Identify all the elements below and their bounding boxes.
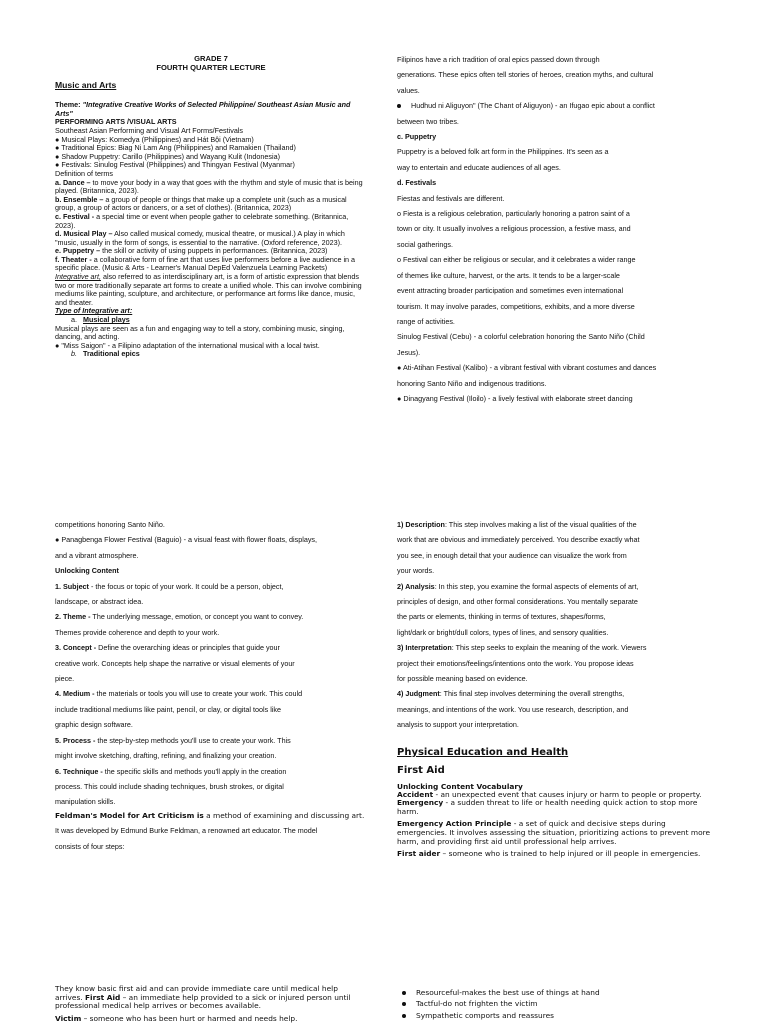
emergency-key: Emergency [397, 798, 444, 808]
step-key: 1) Description [397, 520, 445, 529]
term-dance [55, 179, 367, 196]
step-value: : This final step involves determining the overall strengths, [439, 689, 625, 699]
term-festival [55, 213, 367, 230]
integrative-art-key: Integrative art, [55, 272, 101, 282]
bullet-icon [402, 991, 406, 995]
term-value: a special time or event when people gather to celebrate something. (Britannica, 2023). [55, 211, 349, 230]
first-aid-value: – an immediate help provided to a sick or injured person until professional medical help arrives or becomes available. [55, 992, 351, 1011]
step-value: : This step involves making a list of the visual qualities of the [444, 520, 637, 529]
theme-line [55, 101, 367, 118]
item-cont: landscape, or abstract idea. [55, 597, 144, 607]
page2-left-column [55, 517, 373, 854]
bullet-icon [402, 1002, 406, 1006]
term-key: b. Ensemble – [55, 194, 104, 204]
step-key: 4) Judgment [397, 689, 440, 699]
theme-label: Theme: [55, 100, 83, 110]
paragraph-text: They know basic first aid and can provide immediate care until medical help arrives. [55, 984, 338, 1002]
item-medium [55, 686, 373, 701]
feldman-line: consists of four steps: [55, 841, 125, 851]
pe-health-heading: Physical Education and Health [397, 746, 569, 758]
feldman-value: a method of examining and discussing art. [203, 810, 365, 820]
trait-text: Resourceful-makes the best use of things at hand [416, 988, 600, 997]
item-cont: Themes provide coherence and depth to your work. [55, 627, 220, 637]
term-value: to move your body in a way that goes with the rhythm and style of music that is being played. (Britannica, 2023). [55, 177, 363, 196]
step-judgment [397, 686, 715, 701]
first-aider-key: First aider [397, 849, 441, 859]
item-key: 5. Process - [55, 735, 96, 745]
integrative-art-value: also referred to as interdisciplinary art, is a form of artistic expression that blends two or more traditionally separate art forms to create a unified whole. This can involve combining mediums like painting, sculpture, and architecture, or performance art forms like dance, music, and theater. [55, 272, 362, 307]
item-theme [55, 609, 373, 624]
page3-left-column [55, 985, 367, 1023]
item-cont: process. This could include shading techniques, brush strokes, or digital [55, 781, 284, 791]
eap-value: - a set of quick and decisive steps during emergencies. It involves assessing the situation, prioritizing actions to prevent more harm, and providing first aid until professional help arrives. [397, 819, 711, 846]
grade-heading: GRADE 7 [194, 54, 228, 63]
step-cont: work that are obvious and immediately perceived. You describe exactly what [397, 535, 640, 545]
step-cont: principles of design, and other formal considerations. You mentally separate [397, 597, 638, 607]
left-mid-line: ● Panagbenga Flower Festival (Baguio) - a visual feast with flower floats, displays, [55, 535, 318, 545]
term-musical-play [55, 230, 367, 247]
step-cont: you see, in enough detail that your audience can visualize the work from [397, 550, 627, 560]
step-cont: the parts or elements, thinking in terms of textures, shapes/forms, [397, 612, 606, 622]
item-cont: manipulation skills. [55, 797, 116, 807]
trait-item [402, 987, 714, 998]
step-cont: light/dark or bright/dull colors, types of lines, and sensory qualities. [397, 627, 609, 637]
festivals-heading: d. Festivals [397, 178, 437, 188]
page3-right-column [402, 987, 714, 1021]
left-mid-line: competitions honoring Santo Niño. [55, 520, 165, 529]
term-value: Also called musical comedy, musical theatre, or musical.) A play in which "music, usually in the form of songs, is essential to the narrative. (Oxford reference, 2023). [55, 229, 345, 247]
page1-right-column [397, 52, 715, 406]
item-value: the step-by-step methods you'll use to create your work. This [95, 735, 291, 745]
left-top-line-1: ● Musical Plays: Komedya (Philippines) and Hát Bội (Vietnam) [55, 134, 254, 144]
festival-line: of themes like culture, harvest, or the arts. It tends to be a larger-scale [397, 270, 620, 280]
accident-value: - an unexpected event that causes injury or harm to people or property. [433, 789, 702, 799]
first-aid-key: First Aid [85, 992, 121, 1002]
step-analysis [397, 579, 715, 594]
step-value: : This step seeks to explain the meaning of the work. Viewers [451, 643, 647, 653]
first-aid-paragraph [55, 985, 367, 1011]
term-key: d. Musical Play – [55, 229, 113, 239]
step-cont: for possible meaning based on evidence. [397, 674, 528, 684]
item-cont: might involve sketching, drafting, refining, and finalizing your creation. [55, 751, 277, 761]
step-key: 3) Interpretation [397, 643, 452, 653]
trait-text: Tactful-do not frighten the victim [416, 999, 538, 1009]
festival-line: tourism. It may involve parades, competitions, exhibits, and a more diverse [397, 301, 635, 311]
item-key: 2. Theme - [55, 612, 91, 622]
hudhud-line [397, 98, 715, 113]
musical-plays-desc: Musical plays are seen as a fun and engaging way to tell a story, combining music, singing, dancing, and acting. [55, 323, 345, 342]
left-mid-line: and a vibrant atmosphere. [55, 550, 139, 560]
page2-right-column [397, 517, 715, 859]
bullet-icon [397, 104, 401, 108]
festival-line: event attracting broader participation and sometimes even international [397, 286, 624, 296]
theme-text: "Integrative Creative Works of Selected Philippine/ Southeast Asian Music and Arts" [55, 100, 351, 118]
step-cont: meanings, and intentions of the work. You use research, description, and [397, 704, 629, 714]
hudhud-line-2: between two tribes. [397, 116, 459, 126]
item-subject [55, 579, 373, 594]
left-top-line-0: Southeast Asian Performing and Visual Art Forms/Festivals [55, 125, 244, 135]
trait-item [402, 998, 714, 1009]
feldman-line: It was developed by Edmund Burke Feldman, a renowned art educator. The model [55, 826, 318, 836]
step-cont: analysis to support your interpretation. [397, 720, 519, 730]
item-concept [55, 640, 373, 655]
item-technique [55, 764, 373, 779]
victim-key: Victim [55, 1013, 82, 1023]
festival-line: town or city. It usually involves a religious procession, a festive mass, and [397, 224, 631, 234]
puppetry-1: way to entertain and educate audiences of all ages. [397, 162, 561, 172]
feldman-paragraph [55, 811, 373, 821]
festival-line: range of activities. [397, 316, 455, 326]
vocab-heading: Unlocking Content Vocabulary [397, 781, 523, 791]
miss-saigon: ● "Miss Saigon" - a Filipino adaptation of the international musical with a local twist. [55, 340, 320, 350]
eap-key: Emergency Action Principle [397, 819, 512, 829]
item-key: 6. Technique - [55, 766, 103, 776]
first-aider-value: – someone who is trained to help injured or ill people in emergencies. [440, 849, 701, 859]
step-interpretation [397, 640, 715, 655]
festival-line: Jesus). [397, 347, 421, 357]
festival-line: ● Ati-Atihan Festival (Kalibo) - a vibrant festival with vibrant costumes and dances [397, 363, 657, 373]
item-value: Define the overarching ideas or principles that guide your [96, 643, 280, 653]
integrative-art-definition [55, 273, 367, 307]
hudhud-text: Hudhud ni Aliguyon" (The Chant of Aliguyon) - an Ifugao epic about a conflict [411, 101, 655, 111]
victim-value: – someone who has been hurt or harmed and needs help. [81, 1013, 298, 1023]
festival-line: social gatherings. [397, 239, 453, 249]
festival-line: Sinulog Festival (Cebu) - a colorful celebration honoring the Santo Niño (Child [397, 332, 645, 342]
item-value: The underlying message, emotion, or concept you want to convey. [90, 612, 304, 622]
term-ensemble [55, 196, 367, 213]
first-aid-heading: First Aid [397, 764, 445, 776]
emergency-value: - a sudden threat to life or health needing quick action to stop more harm. [397, 798, 698, 816]
left-top-line-4: ● Festivals: Sinulog Festival (Philippines) and Thingyan Festival (Myanmar) [55, 160, 295, 170]
list-letter: b. [71, 349, 77, 359]
performing-arts-heading: PERFORMING ARTS /VISUAL ARTS [55, 117, 177, 127]
item-cont: graphic design software. [55, 720, 133, 730]
term-key: a. Dance – [55, 177, 91, 187]
epic-intro-2: values. [397, 85, 420, 95]
item-cont: creative work. Concepts help shape the narrative or visual elements of your [55, 658, 295, 668]
item-key: 4. Medium - [55, 689, 95, 699]
festival-line: honoring Santo Niño and indigenous traditions. [397, 378, 547, 388]
eap-definition [397, 820, 715, 846]
item-process [55, 733, 373, 748]
term-key: c. Festival - [55, 211, 95, 221]
section-music-arts: Music and Arts [55, 80, 117, 91]
term-value: a group of people or things that make up a complete unit (such as a musical group, a group of actors or dancers, or a set of clothes). (Britannica, 2023) [55, 194, 347, 213]
item-key: 1. Subject [55, 581, 89, 591]
item-value: - the focus or topic of your work. It could be a person, object, [88, 581, 284, 591]
festival-line: o Fiesta is a religious celebration, particularly honoring a patron saint of a [397, 209, 630, 219]
term-value: the skill or activity of using puppets in performances. (Britannica, 2023) [100, 246, 328, 256]
step-value: : In this step, you examine the formal aspects of elements of art, [434, 581, 639, 591]
step-cont: your words. [397, 566, 435, 576]
term-key: e. Puppetry – [55, 246, 101, 256]
traditional-epics-subheading [55, 350, 367, 359]
term-value: a collaborative form of fine art that uses live performers before a live audience in a specific place. (Music & Arts - Learner's Manual DepEd Valenzuela Learning Packets) [55, 254, 356, 273]
feldman-key: Feldman's Model for Art Criticism is [55, 810, 204, 820]
step-cont: project their emotions/feelings/intentions onto the work. You propose ideas [397, 658, 634, 668]
first-aider-definition [397, 850, 715, 859]
left-top-line-3: ● Shadow Puppetry: Carillo (Philippines) and Wayang Kulit (Indonesia) [55, 151, 281, 161]
musical-plays-title: Musical plays [83, 315, 130, 325]
item-cont: include traditional mediums like paint, pencil, or clay, or digital tools like [55, 704, 281, 714]
page1-left-column [55, 55, 367, 359]
epic-intro-1: generations. These epics often tell stories of heroes, creation myths, and cultural [397, 70, 654, 80]
traditional-epics-title: Traditional epics [83, 349, 140, 359]
puppetry-heading: c. Puppetry [397, 132, 437, 142]
step-key: 2) Analysis [397, 581, 435, 591]
unlocking-content-heading: Unlocking Content [55, 566, 119, 576]
quarter-heading: FOURTH QUARTER LECTURE [156, 62, 266, 72]
accident-key: Accident [397, 789, 434, 799]
trait-item [402, 1010, 714, 1021]
term-key: f. Theater - [55, 254, 92, 264]
puppetry-0: Puppetry is a beloved folk art form in the Philippines. It's seen as a [397, 147, 609, 157]
festival-line: ● Dinagyang Festival (Iloilo) - a lively festival with elaborate street dancing [397, 393, 633, 403]
term-theater [55, 256, 367, 273]
bullet-icon [402, 1014, 406, 1018]
item-cont: piece. [55, 674, 75, 684]
item-value: the specific skills and methods you'll apply in the creation [102, 766, 287, 776]
step-description [397, 517, 715, 532]
left-top-line-2: ● Traditional Epics: Biag Ni Lam Ang (Philippines) and Ramakien (Thailand) [55, 143, 296, 153]
festival-line: Fiestas and festivals are different. [397, 193, 505, 203]
epic-intro-0: Filipinos have a rich tradition of oral epics passed down through [397, 55, 600, 64]
trait-text: Sympathetic comports and reassures [416, 1010, 554, 1020]
accident-definition [397, 791, 715, 817]
festival-line: o Festival can either be religious or secular, and it celebrates a wider range [397, 255, 636, 265]
left-top-line-5: Definition of terms [55, 168, 113, 178]
item-value: the materials or tools you will use to create your work. This could [94, 689, 303, 699]
victim-definition [55, 1015, 367, 1024]
item-key: 3. Concept - [55, 643, 97, 653]
type-integrative-heading: Type of Integrative art: [55, 306, 133, 316]
list-letter: a. [71, 315, 77, 325]
